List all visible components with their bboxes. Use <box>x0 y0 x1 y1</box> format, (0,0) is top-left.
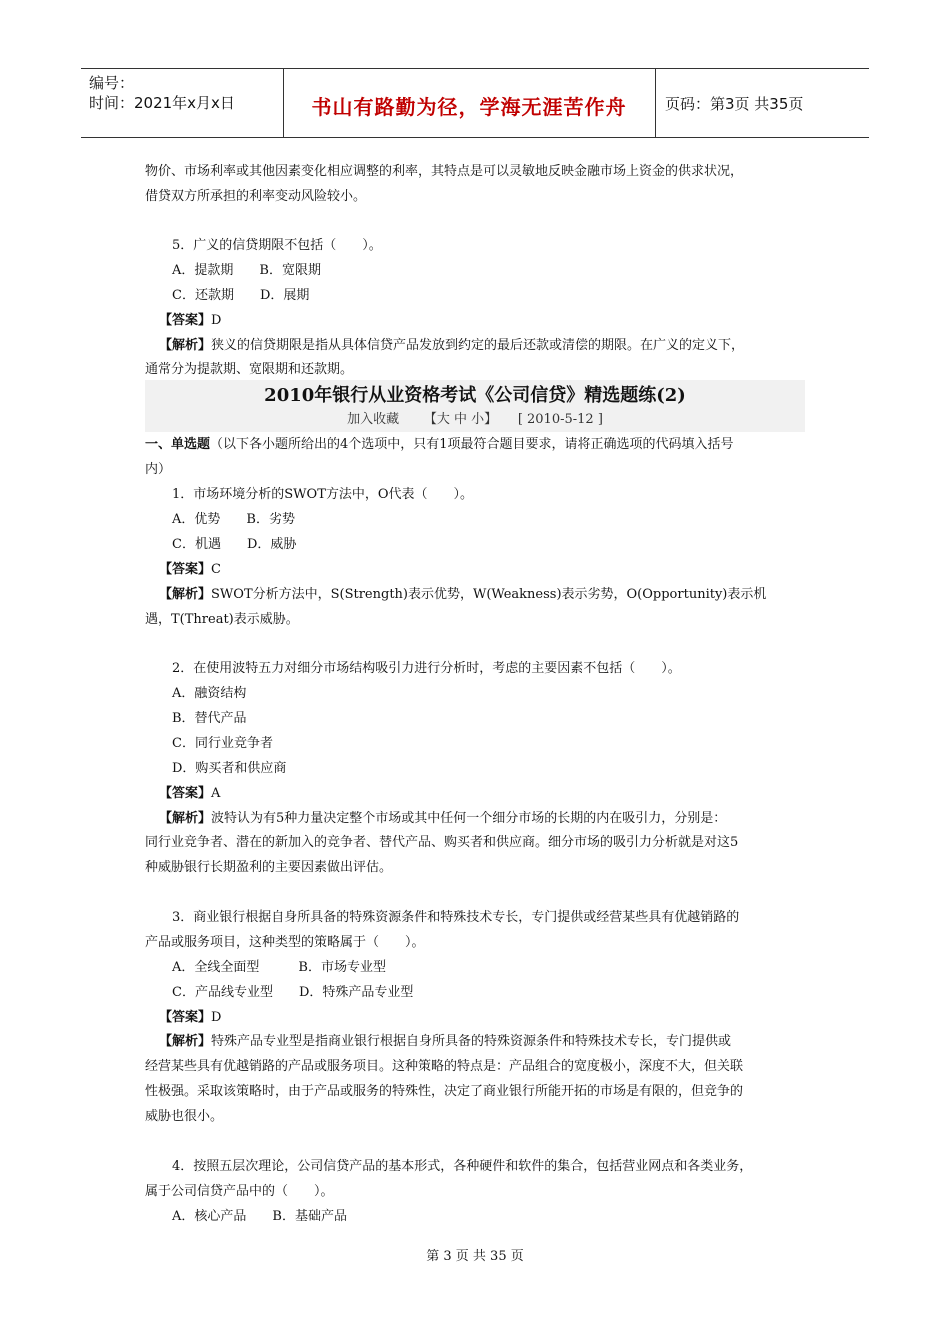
time-label: 时间：2021年x月x日 <box>89 94 235 112</box>
option-b: B．替代产品 <box>172 711 247 726</box>
options-row: A．核心产品 B．基础产品 <box>172 1209 347 1224</box>
option-d: D．购买者和供应商 <box>172 761 287 776</box>
answer-value: D <box>211 313 222 328</box>
answer-line <box>159 557 221 582</box>
explain-line <box>159 1029 731 1054</box>
explain-text: 特殊产品专业型是指商业银行根据自身所具备的特殊资源条件和特殊技术专长，专门提供或 <box>211 1034 732 1049</box>
intro-line: 物价、市场利率或其他因素变化相应调整的利率，其特点是可以灵敏地反映金融市场上资金的供求状况， <box>145 164 744 179</box>
section-heading-line2: 内） <box>145 462 172 477</box>
question-text: 1．市场环境分析的SWOT方法中，O代表（ ）。 <box>172 487 474 502</box>
explain-line <box>159 333 744 358</box>
explain-text: 狭义的信贷期限是指从具体信贷产品发放到约定的最后还款或清偿的期限。在广义的定义下， <box>211 338 745 353</box>
options-row: C．产品线专业型 D．特殊产品专业型 <box>172 985 414 1000</box>
question-text: 3．商业银行根据自身所具备的特殊资源条件和特殊技术专长，专门提供或经营某些具有优越销路的 <box>172 910 740 925</box>
options-row: C．机遇 D．威胁 <box>172 537 297 552</box>
explain-line: 遇，T(Threat)表示威胁。 <box>145 612 299 627</box>
options-row: C．还款期 D．展期 <box>172 288 310 303</box>
question-text: 5．广义的信贷期限不包括（ ）。 <box>172 238 382 253</box>
intro-line: 借贷双方所承担的利率变动风险较小。 <box>145 189 367 204</box>
answer-line <box>159 781 220 806</box>
explain-line: 同行业竞争者、潜在的新加入的竞争者、替代产品、购买者和供应商。细分市场的吸引力分析就是对这5 <box>145 835 739 850</box>
section-heading-bold: 一、单选题 <box>145 437 211 452</box>
options-row: A．提款期 B．宽限期 <box>172 263 321 278</box>
answer-tag: 【答案】 <box>159 786 212 801</box>
answer-tag: 【答案】 <box>159 562 212 577</box>
header-page-info: 页码：第3页 共35页 <box>665 95 804 113</box>
question-text: 4．按照五层次理论，公司信贷产品的基本形式，各种硬件和软件的集合，包括营业网点和各类业务， <box>172 1159 753 1174</box>
options-row: A．全线全面型 B．市场专业型 <box>172 960 386 975</box>
answer-value: A <box>211 786 221 801</box>
section-title: 2010年银行从业资格考试《公司信贷》精选题练(2) <box>264 385 686 406</box>
question-text: 属于公司信贷产品中的（ ）。 <box>145 1184 334 1199</box>
explain-line: 性极强。采取该策略时，由于产品或服务的特殊性，决定了商业银行所能开拓的市场是有限的，但竞争的 <box>145 1084 744 1099</box>
header-divider <box>655 69 656 137</box>
header-table <box>81 68 869 138</box>
answer-line <box>159 1005 221 1030</box>
explain-text: SWOT分析方法中，S(Strength)表示优势，W(Weakness)表示劣势，O(Opportunity)表示机 <box>211 587 767 602</box>
answer-tag: 【答案】 <box>159 313 212 328</box>
answer-value: D <box>211 1010 222 1025</box>
explain-line: 通常分为提款期、宽限期和还款期。 <box>145 362 354 377</box>
section-heading-text: （以下各小题所给出的4个选项中，只有1项最符合题目要求，请将正确选项的代码填入括号 <box>210 437 734 452</box>
question-text: 产品或服务项目，这种类型的策略属于（ ）。 <box>145 935 425 950</box>
question-text: 2．在使用波特五力对细分市场结构吸引力进行分析时，考虑的主要因素不包括（ ）。 <box>172 661 681 676</box>
explain-line: 威胁也很小。 <box>145 1109 224 1124</box>
explain-tag: 【解析】 <box>159 587 212 602</box>
option-a: A．融资结构 <box>172 686 247 701</box>
explain-line: 经营某些具有优越销路的产品或服务项目。这种策略的特点是：产品组合的宽度极小，深度不大，但关联 <box>145 1059 744 1074</box>
header-left-cell <box>89 73 235 113</box>
header-motto: 书山有路勤为径，学海无涯苦作舟 <box>311 95 627 119</box>
explain-tag: 【解析】 <box>159 811 212 826</box>
section-subline: 加入收藏 【大 中 小】 [ 2010-5-12 ] <box>347 412 603 427</box>
explain-text: 波特认为有5种力量决定整个市场或其中任何一个细分市场的长期的内在吸引力，分别是： <box>211 811 727 826</box>
section-heading <box>145 432 734 457</box>
explain-line <box>159 582 766 607</box>
options-row: A．优势 B．劣势 <box>172 512 295 527</box>
explain-line <box>159 806 726 831</box>
page-footer: 第 3 页 共 35 页 <box>426 1249 524 1264</box>
explain-tag: 【解析】 <box>159 338 212 353</box>
explain-line: 种威胁银行长期盈利的主要因素做出评估。 <box>145 860 393 875</box>
option-c: C．同行业竞争者 <box>172 736 273 751</box>
explain-tag: 【解析】 <box>159 1034 212 1049</box>
serial-label: 编号： <box>89 74 135 92</box>
answer-line <box>159 308 221 333</box>
answer-tag: 【答案】 <box>159 1010 212 1025</box>
answer-value: C <box>211 562 221 577</box>
